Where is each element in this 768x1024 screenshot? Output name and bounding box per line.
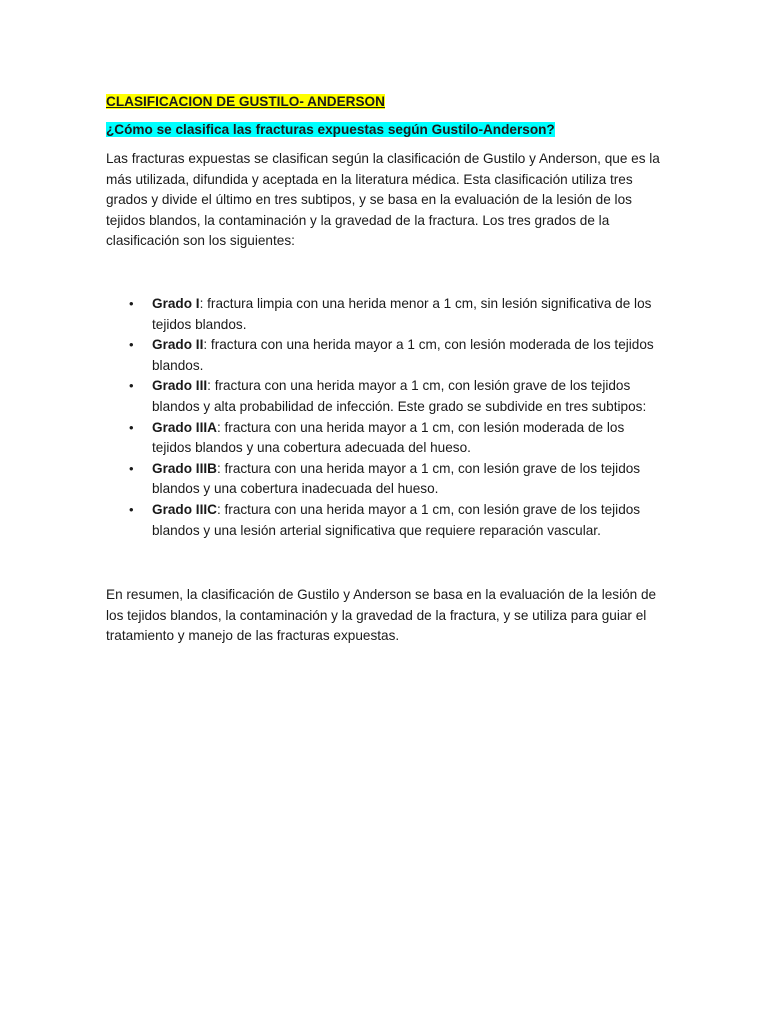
list-item-grade-iii bbox=[106, 376, 662, 417]
bullet-icon: • bbox=[129, 460, 134, 476]
grades-list bbox=[106, 294, 662, 541]
grade-description: : fractura con una herida mayor a 1 cm, con lesión grave de los tejidos blandos y alta probabilidad de infección. Este grado se subdivide en tres subtipos: bbox=[152, 378, 647, 414]
intro-paragraph: Las fracturas expuestas se clasifican según la clasificación de Gustilo y Anderson, que es la más utilizada, difundida y aceptada en la literatura médica. Esta clasificación utiliza tres grados y divide el último en tres subtipos, y se basa en la evaluación de la lesión de los tejidos blandos, la contaminación y la gravedad de la fractura. Los tres grados de la clasificación son los siguientes: bbox=[106, 151, 660, 249]
list-item-grade-i bbox=[106, 294, 662, 335]
grade-description: : fractura con una herida mayor a 1 cm, con lesión moderada de los tejidos blandos. bbox=[152, 337, 654, 373]
bullet-icon: • bbox=[129, 501, 134, 517]
list-item-grade-iiia bbox=[106, 418, 662, 459]
grade-label: Grado IIIB bbox=[152, 460, 217, 476]
bullet-icon: • bbox=[129, 419, 134, 435]
bullet-icon: • bbox=[129, 378, 134, 394]
bullet-icon: • bbox=[129, 337, 134, 353]
bullet-icon: • bbox=[129, 295, 134, 311]
grade-description: : fractura con una herida mayor a 1 cm, con lesión grave de los tejidos blandos y una cobertura inadecuada del hueso. bbox=[152, 460, 641, 497]
document-title bbox=[106, 92, 662, 112]
document-title-text: CLASIFICACION DE GUSTILO- ANDERSON bbox=[106, 94, 385, 109]
grade-description: : fractura con una herida mayor a 1 cm, con lesión grave de los tejidos blandos y una lesión arterial significativa que requiere reparación vascular. bbox=[152, 501, 641, 538]
grade-description: : fractura con una herida mayor a 1 cm, con lesión moderada de los tejidos blandos y una cobertura adecuada del hueso. bbox=[152, 419, 625, 456]
list-item-grade-iiic bbox=[106, 500, 662, 541]
section-question-text: ¿Cómo se clasifica las fracturas expuestas según Gustilo-Anderson? bbox=[106, 122, 555, 137]
list-item-grade-ii bbox=[106, 335, 662, 376]
grade-label: Grado IIIA bbox=[152, 419, 217, 435]
grade-label: Grado IIIC bbox=[152, 501, 217, 517]
grade-label: Grado II bbox=[152, 337, 204, 353]
grade-label: Grado I bbox=[152, 295, 200, 311]
section-question bbox=[106, 120, 662, 140]
list-item-grade-iiib bbox=[106, 459, 662, 500]
grade-description: : fractura limpia con una herida menor a 1 cm, sin lesión significativa de los tejidos blandos. bbox=[152, 295, 652, 332]
summary-paragraph: En resumen, la clasificación de Gustilo y Anderson se basa en la evaluación de la lesión de los tejidos blandos, la contaminación y la gravedad de la fractura, y se utiliza para guiar el tratamiento y manejo de las fracturas expuestas. bbox=[106, 587, 657, 644]
document-page bbox=[106, 92, 662, 647]
grade-label: Grado III bbox=[152, 378, 208, 394]
